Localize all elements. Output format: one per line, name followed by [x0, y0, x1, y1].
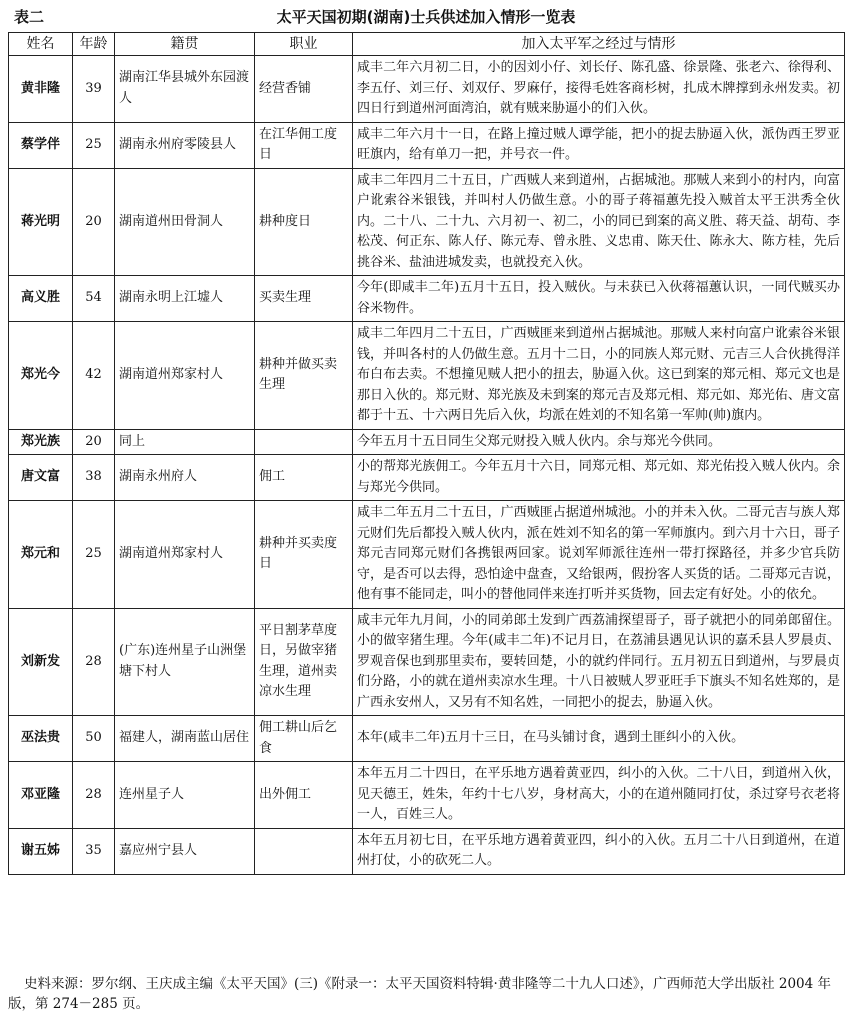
cell-occupation: 经营香铺	[255, 56, 353, 123]
cell-age: 42	[73, 322, 115, 430]
column-header-age: 年龄	[73, 33, 115, 56]
table-row	[9, 455, 845, 501]
column-header-name: 姓名	[9, 33, 73, 56]
cell-occupation: 耕种并做买卖生理	[255, 322, 353, 430]
table-row	[9, 501, 845, 609]
cell-account: 本年(咸丰二年)五月十三日，在马头铺讨食，遇到土匪纠小的入伙。	[353, 716, 845, 762]
cell-age: 28	[73, 762, 115, 829]
cell-occupation: 耕种并买卖度日	[255, 501, 353, 609]
cell-occupation: 在江华佣工度日	[255, 122, 353, 168]
cell-account: 今年(即咸丰二年)五月十五日，投入贼伙。与未获已入伙蒋福蕙认识，一同代贼买办谷米物件。	[353, 276, 845, 322]
cell-occupation: 出外佣工	[255, 762, 353, 829]
cell-account: 咸丰二年六月十一日，在路上撞过贼人谭学能，把小的捉去胁逼入伙，派伪西王罗亚旺旗内，给有单刀一把，并号衣一件。	[353, 122, 845, 168]
cell-age: 38	[73, 455, 115, 501]
cell-age: 54	[73, 276, 115, 322]
cell-name: 刘新发	[9, 608, 73, 716]
cell-origin: 湖南江华县城外东园渡人	[115, 56, 255, 123]
table-title: 太平天国初期(湖南)士兵供述加入情形一览表	[276, 8, 576, 26]
table-row	[9, 122, 845, 168]
cell-origin: 嘉应州宁县人	[115, 828, 255, 874]
table-header-row	[9, 33, 845, 56]
cell-age: 39	[73, 56, 115, 123]
cell-origin: 湖南道州郑家村人	[115, 322, 255, 430]
cell-occupation	[255, 828, 353, 874]
cell-origin: 湖南永州府人	[115, 455, 255, 501]
cell-age: 25	[73, 501, 115, 609]
cell-name: 郑元和	[9, 501, 73, 609]
cell-age: 20	[73, 429, 115, 455]
cell-name: 黄非隆	[9, 56, 73, 123]
source-note: 史料来源：罗尔纲、王庆成主编《太平天国》(三)《附录一：太平天国资料特辑·黄非隆等二十九人口述》，广西师范大学出版社 2004 年版，第 274－285 页。	[8, 976, 832, 1012]
cell-name: 邓亚隆	[9, 762, 73, 829]
cell-account: 小的帮郑光族佣工。今年五月十六日，同郑元相、郑元如、郑光佑投入贼人伙内。余与郑光今供同。	[353, 455, 845, 501]
cell-occupation: 耕种度日	[255, 168, 353, 276]
table-row	[9, 276, 845, 322]
cell-age: 25	[73, 122, 115, 168]
cell-origin: 湖南道州郑家村人	[115, 501, 255, 609]
table-row	[9, 762, 845, 829]
soldier-testimony-table	[8, 32, 845, 875]
column-header-account: 加入太平军之经过与情形	[353, 33, 845, 56]
cell-name: 郑光族	[9, 429, 73, 455]
cell-origin: 福建人，湖南蓝山居住	[115, 716, 255, 762]
table-row	[9, 608, 845, 716]
column-header-occupation: 职业	[255, 33, 353, 56]
table-row	[9, 168, 845, 276]
cell-age: 20	[73, 168, 115, 276]
cell-origin: (广东)连州星子山洲堡塘下村人	[115, 608, 255, 716]
table-label: 表二	[14, 8, 45, 26]
cell-account: 本年五月二十四日，在平乐地方遇着黄亚四，纠小的入伙。二十八日，到道州入伙，见天德王，姓朱，年约十七八岁，身材高大，小的在道州随同打仗，杀过穿号衣老将一人，百姓三人。	[353, 762, 845, 829]
cell-occupation: 平日割茅草度日，另做宰猪生理，道州卖凉水生理	[255, 608, 353, 716]
cell-age: 50	[73, 716, 115, 762]
table-row	[9, 716, 845, 762]
cell-age: 35	[73, 828, 115, 874]
cell-occupation	[255, 429, 353, 455]
cell-account: 咸丰二年四月二十五日，广西贼人来到道州，占据城池。那贼人来到小的村内，向富户讹索谷米银钱，并叫村人仍做生意。小的哥子蒋福蕙先投入贼首太平王洪秀全伙内。二十八、二十九、六月初一、初二，小的同已到案的高义胜、蒋天益、胡苟、李松茂、何正东、陈人仔、陈元寿、曾永胜、义忠甫、陈天仕、陈永大、陈方桂，先后挑谷米、盐油进城发卖，也就投充入伙。	[353, 168, 845, 276]
cell-name: 郑光今	[9, 322, 73, 430]
cell-origin: 湖南永明上江墟人	[115, 276, 255, 322]
table-row	[9, 322, 845, 430]
cell-origin: 湖南永州府零陵县人	[115, 122, 255, 168]
cell-name: 蔡学伴	[9, 122, 73, 168]
cell-occupation: 佣工	[255, 455, 353, 501]
cell-name: 高义胜	[9, 276, 73, 322]
cell-account: 本年五月初七日，在平乐地方遇着黄亚四，纠小的入伙。五月二十八日到道州，在道州打仗，小的砍死二人。	[353, 828, 845, 874]
cell-account: 咸丰二年五月二十五日，广西贼匪占据道州城池。小的并未入伙。二哥元吉与族人郑元财们先后都投入贼人伙内，派在姓刘不知名的第一军师旗内。到六月十六日，哥子郑元吉同郑元财们各携银两回家。说刘军师派往连州一带打探路径，并多少官兵防守，是否可以去得，恐怕途中盘查，又给银两，假扮客人买货的话。二哥郑元吉说，他有事不能同走，叫小的替他同伴来连打听并买货物，回去定有好处。小的依允。	[353, 501, 845, 609]
cell-name: 巫法贵	[9, 716, 73, 762]
cell-account: 咸丰元年九月间，小的同弟郎土发到广西荔浦探望哥子，哥子就把小的同弟郎留住。小的做宰猪生理。今年(咸丰二年)不记月日，在荔浦县遇见认识的嘉禾县人罗晨贞、罗观音保也到那里卖布，要转回楚，小的就约伴同行。五月初五日到道州，与罗晨贞们分路，小的就在道州卖凉水生理。十八日被贼人罗亚旺手下旗头不知名姓郑的，是广西永安州人，又另有不知名姓，一同把小的捉去，胁逼入伙。	[353, 608, 845, 716]
cell-occupation: 买卖生理	[255, 276, 353, 322]
column-header-origin: 籍贯	[115, 33, 255, 56]
table-row	[9, 56, 845, 123]
cell-name: 蒋光明	[9, 168, 73, 276]
cell-origin: 连州星子人	[115, 762, 255, 829]
cell-account: 咸丰二年四月二十五日，广西贼匪来到道州占据城池。那贼人来村向富户讹索谷米银钱，并叫各村的人仍做生意。五月十二日，小的同族人郑元财、元吉三人合伙挑得洋布白布去卖。不想撞见贼人把小的扭去，胁逼入伙。这已到案的郑元相、郑元文也是那日入伙的。郑元财、郑光族及未到案的郑元吉及郑元相、郑元如、郑光佑、唐文富都于十五、十六两日先后入伙，均派在姓刘的不知名第一军帅(帅)旗内。	[353, 322, 845, 430]
cell-name: 谢五姊	[9, 828, 73, 874]
table-row	[9, 828, 845, 874]
cell-occupation: 佣工耕山后乞食	[255, 716, 353, 762]
cell-account: 今年五月十五日同生父郑元财投入贼人伙内。余与郑光今供同。	[353, 429, 845, 455]
cell-age: 28	[73, 608, 115, 716]
cell-name: 唐文富	[9, 455, 73, 501]
table-row	[9, 429, 845, 455]
table-header	[8, 4, 844, 30]
cell-account: 咸丰二年六月初二日，小的因刘小仔、刘长仔、陈孔盛、徐景隆、张老六、徐得利、李五仔、刘三仔、刘双仔、罗麻仔，接得毛姓客商杉树，扎成木牌撑到永州发卖。初四日行到道州河面湾泊，就有贼来胁逼小的们入伙。	[353, 56, 845, 123]
cell-origin: 同上	[115, 429, 255, 455]
cell-origin: 湖南道州田骨洞人	[115, 168, 255, 276]
